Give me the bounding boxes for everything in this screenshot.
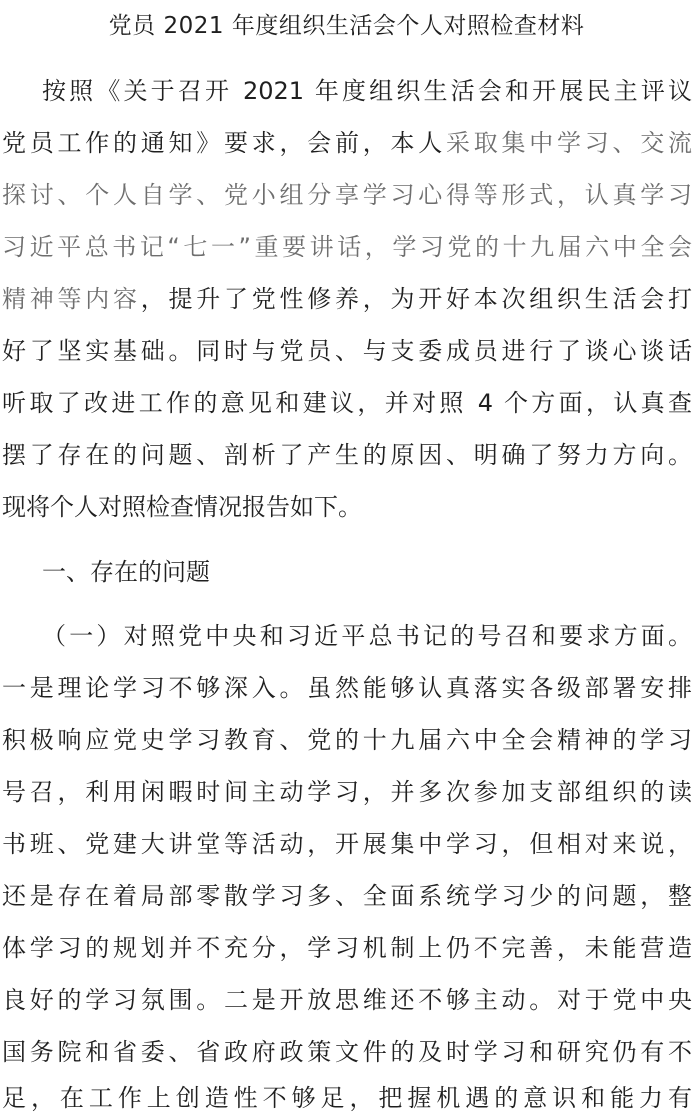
document-title: 党员 2021 年度组织生活会个人对照检查材料 [108,13,585,39]
intro-line-2-text: 党员工作的通知》要求，会前，本人 [2,129,446,157]
section-line-8: 良好的学习氛围。二是开放思维还不够主动。对于党中央 [2,986,692,1014]
intro-line-5-highlight: 精神等内容 [2,285,141,313]
section-line-4: 号召，利用闲暇时间主动学习，并多次参加支部组织的读 [2,778,692,806]
section-line-1: （一）对照党中央和习近平总书记的号召和要求方面。 [42,622,692,650]
section-line-5: 书班、党建大讲堂等活动，开展集中学习，但相对来说， [2,830,692,858]
intro-line-4: 习近平总书记“七一”重要讲话，学习党的十九届六中全会 [2,233,692,261]
intro-line-8: 摆了存在的问题、剖析了产生的原因、明确了努力方向。 [2,441,692,469]
intro-line-7: 听取了改进工作的意见和建议，并对照 4 个方面，认真查 [2,389,692,417]
section-line-7: 体学习的规划并不充分，学习机制上仍不完善，未能营造 [2,934,692,962]
intro-line-5 [2,283,692,315]
intro-line-9: 现将个人对照检查情况报告如下。 [2,493,362,521]
section-line-6: 还是存在着局部零散学习多、全面系统学习少的问题，整 [2,882,692,910]
section-line-3: 积极响应党史学习教育、党的十九届六中全会精神的学习 [2,726,692,754]
intro-line-2-highlight: 采取集中学习、交流 [446,129,692,157]
intro-line-5-text: ，提升了党性修养，为开好本次组织生活会打 [140,285,692,313]
section-heading: 一、存在的问题 [42,558,210,586]
intro-line-1: 按照《关于召开 2021 年度组织生活会和开展民主评议 [42,77,692,105]
intro-line-6: 好了坚实基础。同时与党员、与支委成员进行了谈心谈话 [2,337,692,365]
section-line-10: 足，在工作上创造性不够足，把握机遇的意识和能力有 [2,1084,692,1112]
intro-line-3: 探讨、个人自学、党小组分享学习心得等形式，认真学习 [2,181,692,209]
section-line-9: 国务院和省委、省政府政策文件的及时学习和研究仍有不 [2,1038,692,1066]
intro-line-2 [2,127,692,159]
section-line-2: 一是理论学习不够深入。虽然能够认真落实各级部署安排 [2,674,692,702]
